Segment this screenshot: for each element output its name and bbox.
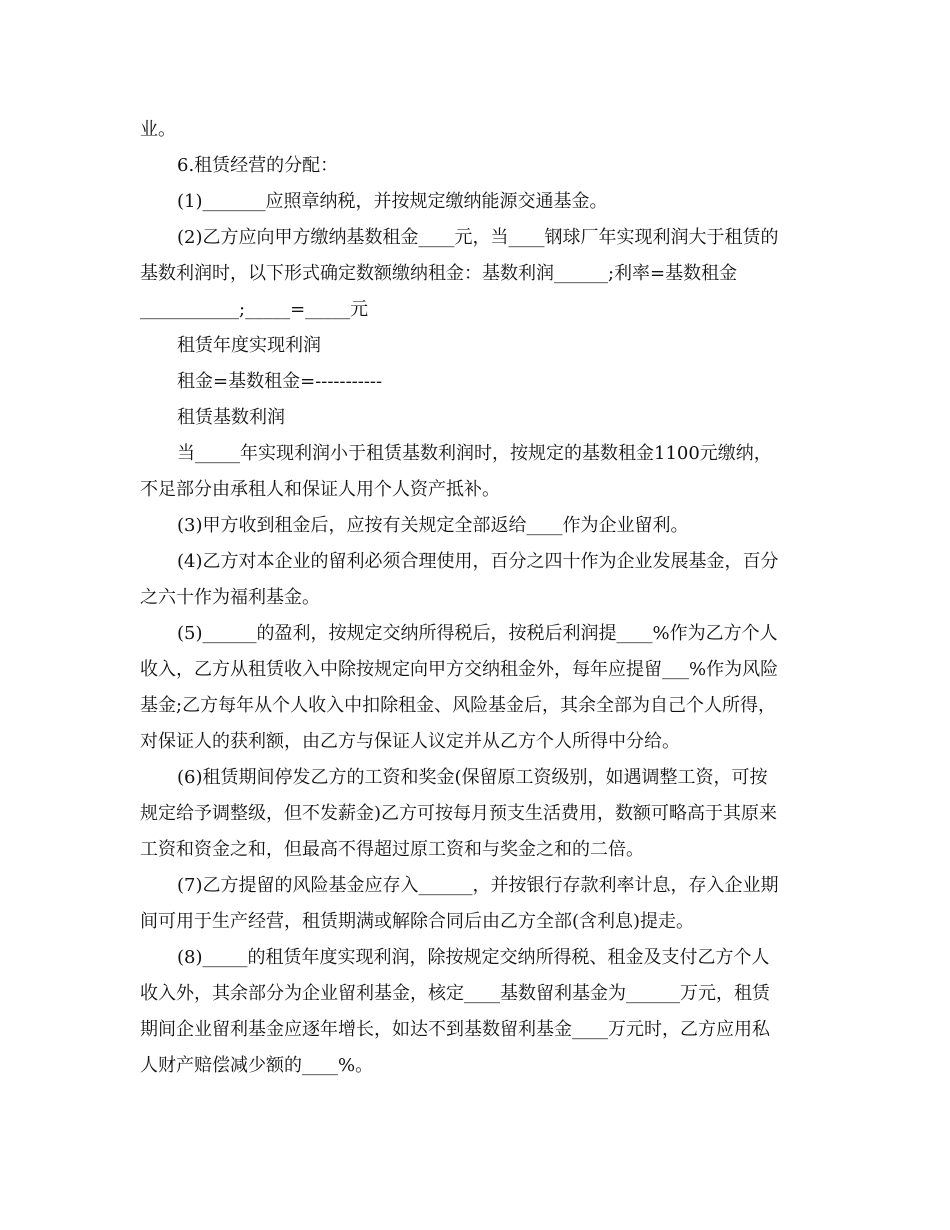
clause-8-line: 收入外，其余部分为企业留利基金，核定____基数留利基金为______万元，租赁 [140, 983, 770, 1004]
clause-7-line: (7)乙方提留的风险基金应存入______，并按银行存款利率计息，存入企业期 [177, 875, 779, 896]
paragraph-line: 当_____年实现利润小于租赁基数利润时，按规定的基数租金1100元缴纳， [177, 443, 772, 464]
clause-8-line: 人财产赔偿减少额的____%。 [140, 1055, 374, 1076]
formula-line: 租赁年度实现利润 [177, 335, 321, 356]
clause-8-line: (8)_____的租赁年度实现利润，除按规定交纳所得税、租金及支付乙方个人 [177, 947, 770, 968]
clause-1: (1)_______应照章纳税，并按规定缴纳能源交通基金。 [177, 191, 608, 212]
text-line: 业。 [140, 119, 176, 140]
clause-8-line: 期间企业留利基金应逐年增长，如达不到基数留利基金____万元时，乙方应用私 [140, 1019, 770, 1040]
document-page [140, 112, 808, 1084]
clause-5-line: (5)______的盈利，按规定交纳所得税后，按税后利润提____%作为乙方个人 [177, 623, 778, 644]
formula-line: 租金=基数租金=----------- [177, 371, 383, 392]
clause-5-line: 基金;乙方每年从个人收入中扣除租金、风险基金后，其余全部为自己个人所得， [140, 695, 777, 716]
clause-6-line: 工资和资金之和，但最高不得超过原工资和与奖金之和的二倍。 [140, 839, 644, 860]
clause-4-line: (4)乙方对本企业的留利必须合理使用，百分之四十作为企业发展基金，百分 [177, 551, 779, 572]
clause-2-line: 基数利润时，以下形式确定数额缴纳租金：基数利润______;利率=基数租金 [140, 263, 738, 284]
clause-5-line: 收入，乙方从租赁收入中除按规定向甲方交纳租金外，每年应提留___%作为风险 [140, 659, 779, 680]
clause-6-line: 规定给予调整级，但不发薪金)乙方可按每月预支生活费用，数额可略高于其原来 [140, 803, 778, 824]
clause-5-line: 对保证人的获利额，由乙方与保证人议定并从乙方个人所得中分给。 [140, 731, 680, 752]
clause-2-line: ___________;_____=_____元 [140, 299, 369, 320]
clause-7-line: 间可用于生产经营，租赁期满或解除合同后由乙方全部(含利息)提走。 [140, 911, 695, 932]
formula-line: 租赁基数利润 [177, 407, 285, 428]
clause-2-line: (2)乙方应向甲方缴纳基数租金____元，当____钢球厂年实现利润大于租赁的 [177, 227, 779, 248]
section-heading: 6.租赁经营的分配： [177, 155, 339, 176]
paragraph-line: 不足部分由承租人和保证人用个人资产抵补。 [140, 479, 500, 500]
clause-4-line: 之六十作为福利基金。 [140, 587, 320, 608]
clause-3: (3)甲方收到租金后，应按有关规定全部返给____作为企业留利。 [177, 515, 689, 536]
clause-6-line: (6)租赁期间停发乙方的工资和奖金(保留原工资级别，如遇调整工资，可按 [177, 767, 768, 788]
